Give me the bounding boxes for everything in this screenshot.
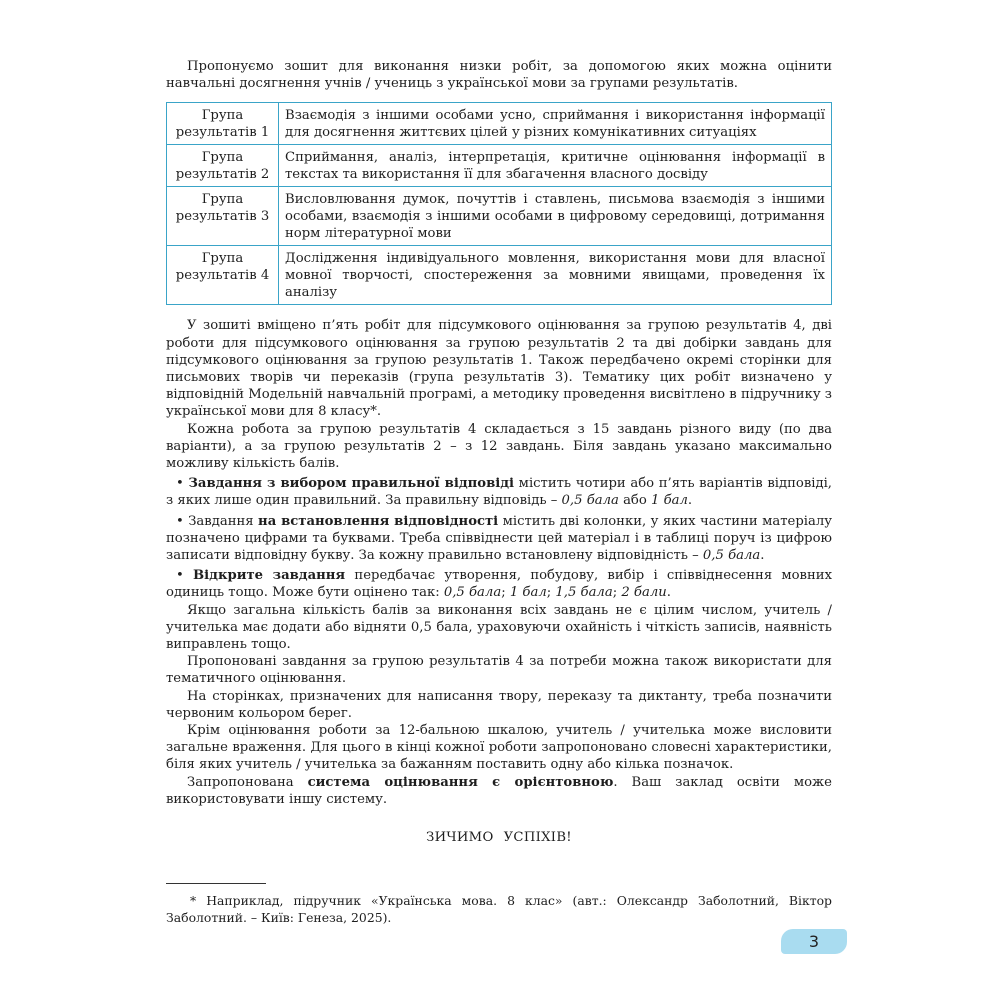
group-label: Група результатів 2 [167,145,279,187]
group-description: Висловлювання думок, почуттів і ставлень, письмова взаємодія з іншими особами, взаємодія з іншими особами в цифровому середовищі, дотримання норм літературної мови [279,187,832,246]
group-label: Група результатів 4 [167,246,279,305]
bullet-icon: • [176,513,184,529]
bullet-icon: • [176,476,184,492]
table-row [167,103,832,145]
paragraph-impression: Крім оцінювання роботи за 12-бальною шкалою, учитель / учителька може висловити загальне враження. Для цього в кінці кожної роботи запропоновано словесні характеристики, біля яких учитель / учителька за бажанням поставить одну або кілька позначок. [166,723,832,773]
bold-term: Завдання з вибором правильної відповіді [188,476,515,492]
group-description: Дослідження індивідуального мовлення, використання мови для власної мовної творчості, спостереження за мовними явищами, проведення їх аналізу [279,246,832,305]
table-row [167,246,832,305]
results-groups-table [166,102,832,305]
paragraph-rounding: Якщо загальна кількість балів за виконання всіх завдань не є цілим числом, учитель / учителька має додати або відняти 0,5 бала, ураховуючи охайність і чіткість записів, наявність виправлень тощо. [166,602,832,653]
bullet-matching: • Завдання на встановлення відповідності містить дві колонки, у яких частини матеріалу позначено цифрами та буквами. Треба співвіднести цей матеріал і в таблиці поруч із цифрою записати відповідну букву. За кожну правильно встановлену відповідність – 0,5 бала. [166,513,832,564]
bullet-icon: • [176,568,184,584]
footnote-divider [166,883,266,884]
table-row [167,187,832,246]
bullet-open-task: • Відкрите завдання передбачає утворення, побудову, вибір і співвіднесення мовних одиниць тощо. Може бути оцінено так: 0,5 бала; 1 бал; 1,5 бала; 2 бали. [166,568,833,601]
footnote: * Наприклад, підручник «Українська мова. 8 клас» (авт.: Олександр Заболотний, Віктор Заболотний. – Київ: Генеза, 2025). [166,893,832,925]
paragraph-margin: На сторінках, призначених для написання твору, переказу та диктанту, треба позначити червоним кольором берег. [166,688,832,721]
paragraph-system: Запропонована система оцінювання є орієнтовною. Ваш заклад освіти може використовувати іншу систему. [166,774,832,807]
table-row [167,145,832,187]
paragraph-task-count: Кожна робота за групою результатів 4 складається з 15 завдань різного виду (по два варіанти), а за групою результатів 2 – з 12 завдань. Біля завдань указано максимально можливу кількість балів. [166,421,832,472]
intro-paragraph: Пропонуємо зошит для виконання низки робіт, за допомогою яких можна оцінити навчальні досягнення учнів / учениць з української мови за групами результатів. [166,59,832,92]
group-label: Група результатів 3 [167,187,279,246]
group-label: Група результатів 1 [167,103,279,145]
group-description: Сприймання, аналіз, інтерпретація, критичне оцінювання інформації в текстах та використання її для збагачення власного досвіду [279,145,832,187]
paragraph-thematic: Пропоновані завдання за групою результатів 4 за потреби можна також використати для тематичного оцінювання. [166,654,832,687]
group-description: Взаємодія з іншими особами усно, сприймання і використання інформації для досягнення життєвих цілей у різних комунікативних ситуаціях [279,103,832,145]
bold-term: на встановлення відповідності [258,513,499,529]
page-content [166,58,832,846]
page-number-badge: 3 [781,929,847,954]
closing-wish: ЗИЧИМО УСПІХІВ! [426,830,572,846]
bold-term: система оцінювання є орієнтовною [307,774,614,790]
paragraph-works-overview: У зошиті вміщено п’ять робіт для підсумкового оцінювання за групою результатів 4, дві роботи для підсумкового оцінювання за групою результатів 2 та дві добірки завдань для підсумкового оцінювання за групою результатів 1. Також передбачено окремі сторінки для письмових творів чи переказів (група результатів 3). Тематику цих робіт визначено у відповідній Модельній навчальній програмі, а методику проведення висвітлено в підручнику з української мови для 8 класу*. [166,318,832,420]
bold-term: Відкрите завдання [193,568,346,584]
bullet-multiple-choice: • Завдання з вибором правильної відповіді містить чотири або п’ять варіантів відповіді, з яких лише один правильний. За правильну відповідь – 0,5 бала або 1 бал. [166,476,832,509]
